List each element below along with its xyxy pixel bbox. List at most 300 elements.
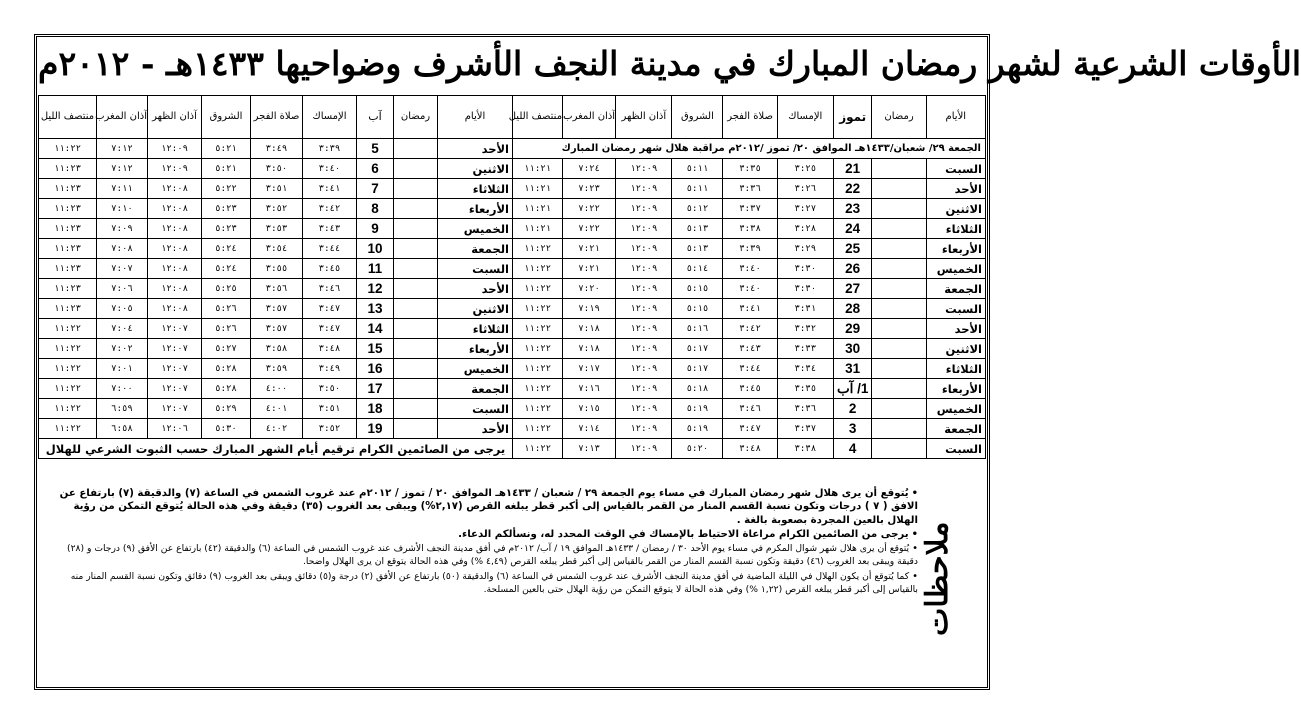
note-text: يرجى من الصائمين الكرام مراعاة الاحتياط بالإمساك في الوقت المحدد له، ونسألكم الدعاء. <box>458 528 909 540</box>
maghrib-time: ٧:١٧ <box>563 359 616 379</box>
gregorian-day-cell: 10 <box>357 239 394 259</box>
day-cell: السبت <box>926 439 985 459</box>
table-row <box>39 319 513 339</box>
fajr-time: ٣:٥٤ <box>251 239 303 259</box>
midnight-time: ١١:٢٢ <box>513 419 563 439</box>
maghrib-time: ٦:٥٨ <box>97 419 148 439</box>
ramadan-cell <box>872 279 926 299</box>
col-gregorian: تموز <box>833 96 872 139</box>
fajr-time: ٤:٠١ <box>251 399 303 419</box>
ramadan-cell <box>872 179 926 199</box>
ramadan-cell <box>394 159 438 179</box>
shuruq-time: ٥:٢٢ <box>202 179 251 199</box>
ramadan-cell <box>872 319 926 339</box>
gregorian-day-cell: 26 <box>833 259 872 279</box>
maghrib-time: ٧:٠٤ <box>97 319 148 339</box>
day-cell: الأحد <box>438 419 513 439</box>
table-row <box>39 199 513 219</box>
maghrib-time: ٧:١٨ <box>563 339 616 359</box>
dhuhr-time: ١٢:٠٩ <box>616 279 672 299</box>
maghrib-time: ٧:٢١ <box>563 259 616 279</box>
dhuhr-time: ١٢:٠٩ <box>616 179 672 199</box>
gregorian-day-cell: 24 <box>833 219 872 239</box>
timetable-right <box>508 95 986 459</box>
shuruq-time: ٥:١٤ <box>672 259 723 279</box>
fajr-time: ٣:٥٨ <box>251 339 303 359</box>
imsak-time: ٣:٢٧ <box>777 199 833 219</box>
midnight-time: ١١:٢٢ <box>39 419 97 439</box>
col-fajr: صلاة الفجر <box>251 96 303 139</box>
midnight-time: ١١:٢٣ <box>39 259 97 279</box>
maghrib-time: ٧:٠٠ <box>97 379 148 399</box>
table-row <box>39 299 513 319</box>
midnight-time: ١١:٢٢ <box>513 379 563 399</box>
dhuhr-time: ١٢:٠٧ <box>148 399 202 419</box>
dhuhr-time: ١٢:٠٩ <box>616 419 672 439</box>
dhuhr-time: ١٢:٠٨ <box>148 239 202 259</box>
ramadan-cell <box>872 379 926 399</box>
midnight-time: ١١:٢٢ <box>39 379 97 399</box>
midnight-time: ١١:٢٢ <box>513 359 563 379</box>
dhuhr-time: ١٢:٠٩ <box>616 339 672 359</box>
ramadan-cell <box>394 419 438 439</box>
day-cell: الأربعاء <box>438 339 513 359</box>
shuruq-time: ٥:١٣ <box>672 239 723 259</box>
imsak-time: ٣:٣٣ <box>777 339 833 359</box>
day-cell: الجمعة <box>438 379 513 399</box>
fajr-time: ٣:٥٧ <box>251 299 303 319</box>
shuruq-time: ٥:٢٨ <box>202 379 251 399</box>
ramadan-cell <box>872 159 926 179</box>
shuruq-time: ٥:٢٩ <box>202 399 251 419</box>
maghrib-time: ٧:١١ <box>97 179 148 199</box>
day-cell: الجمعة <box>926 279 985 299</box>
fajr-time: ٣:٣٧ <box>723 199 777 219</box>
maghrib-time: ٧:١٣ <box>563 439 616 459</box>
shuruq-time: ٥:٢١ <box>202 159 251 179</box>
fajr-time: ٣:٤٠ <box>723 259 777 279</box>
col-days: الأيام <box>438 96 513 139</box>
imsak-time: ٣:٢٦ <box>777 179 833 199</box>
midnight-time: ١١:٢٢ <box>513 259 563 279</box>
gregorian-day-cell: 18 <box>357 399 394 419</box>
midnight-time: ١١:٢٢ <box>39 359 97 379</box>
maghrib-time: ٦:٥٩ <box>97 399 148 419</box>
page-title: الأوقات الشرعية لشهر رمضان المبارك في مدينة النجف الأشرف وضواحيها ١٤٣٣هـ - ٢٠١٢م <box>38 44 1301 83</box>
ramadan-cell <box>394 139 438 159</box>
col-shuruq: الشروق <box>672 96 723 139</box>
dhuhr-time: ١٢:٠٦ <box>148 419 202 439</box>
table-row <box>513 399 986 419</box>
shuruq-time: ٥:٣٠ <box>202 419 251 439</box>
shuruq-time: ٥:١٧ <box>672 339 723 359</box>
fajr-time: ٣:٣٥ <box>723 159 777 179</box>
fajr-time: ٣:٥٢ <box>251 199 303 219</box>
fajr-time: ٣:٤٦ <box>723 399 777 419</box>
dhuhr-time: ١٢:٠٩ <box>616 319 672 339</box>
shuruq-time: ٥:١٢ <box>672 199 723 219</box>
dhuhr-time: ١٢:٠٩ <box>148 159 202 179</box>
maghrib-time: ٧:٠١ <box>97 359 148 379</box>
maghrib-time: ٧:٠٨ <box>97 239 148 259</box>
gregorian-day-cell: 23 <box>833 199 872 219</box>
gregorian-day-cell: 15 <box>357 339 394 359</box>
ramadan-cell <box>394 259 438 279</box>
maghrib-time: ٧:٠٧ <box>97 259 148 279</box>
day-cell: السبت <box>926 159 985 179</box>
shuruq-time: ٥:١٩ <box>672 419 723 439</box>
midnight-time: ١١:٢٢ <box>513 299 563 319</box>
notes-section <box>48 487 918 597</box>
imsak-time: ٣:٤٩ <box>303 359 357 379</box>
table-row <box>39 399 513 419</box>
imsak-time: ٣:٤٣ <box>303 219 357 239</box>
dhuhr-time: ١٢:٠٩ <box>616 199 672 219</box>
imsak-time: ٣:٣٢ <box>777 319 833 339</box>
ramadan-cell <box>394 239 438 259</box>
imsak-time: ٣:٣٠ <box>777 279 833 299</box>
ramadan-cell <box>872 199 926 219</box>
ramadan-cell <box>872 439 926 459</box>
dhuhr-time: ١٢:٠٩ <box>616 379 672 399</box>
dhuhr-time: ١٢:٠٧ <box>148 359 202 379</box>
imsak-time: ٣:٥٠ <box>303 379 357 399</box>
shuruq-time: ٥:٢٦ <box>202 299 251 319</box>
ramadan-cell <box>872 239 926 259</box>
col-midnight: منتصف الليل <box>513 96 563 139</box>
col-ramadan: رمضان <box>394 96 438 139</box>
midnight-time: ١١:٢١ <box>513 179 563 199</box>
fajr-time: ٣:٥٧ <box>251 319 303 339</box>
note-item <box>48 570 918 597</box>
midnight-time: ١١:٢٢ <box>513 439 563 459</box>
day-cell: الاثنين <box>926 339 985 359</box>
ramadan-cell <box>872 359 926 379</box>
midnight-time: ١١:٢٣ <box>39 199 97 219</box>
dhuhr-time: ١٢:٠٨ <box>148 179 202 199</box>
dhuhr-time: ١٢:٠٩ <box>148 139 202 159</box>
dhuhr-time: ١٢:٠٩ <box>616 219 672 239</box>
table-row <box>39 419 513 439</box>
day-cell: الاثنين <box>926 199 985 219</box>
notes-title: ملاحظات <box>920 521 955 636</box>
gregorian-day-cell: 4 <box>833 439 872 459</box>
midnight-time: ١١:٢٣ <box>39 219 97 239</box>
imsak-time: ٣:٤٥ <box>303 259 357 279</box>
midnight-time: ١١:٢١ <box>513 199 563 219</box>
gregorian-day-cell: 1/ آب <box>833 379 872 399</box>
note-item <box>48 487 918 527</box>
imsak-time: ٣:٢٨ <box>777 219 833 239</box>
shuruq-time: ٥:٢٣ <box>202 199 251 219</box>
midnight-time: ١١:٢٣ <box>39 239 97 259</box>
shuruq-time: ٥:٢٧ <box>202 339 251 359</box>
imsak-time: ٣:٤٤ <box>303 239 357 259</box>
day-cell: الثلاثاء <box>438 179 513 199</box>
day-cell: الاثنين <box>438 299 513 319</box>
gregorian-day-cell: 27 <box>833 279 872 299</box>
footer-row <box>39 439 513 459</box>
imsak-time: ٣:٥١ <box>303 399 357 419</box>
fajr-time: ٣:٤٢ <box>723 319 777 339</box>
maghrib-time: ٧:١٢ <box>97 159 148 179</box>
gregorian-day-cell: 22 <box>833 179 872 199</box>
shuruq-time: ٥:٢٥ <box>202 279 251 299</box>
gregorian-day-cell: 25 <box>833 239 872 259</box>
day-cell: الأحد <box>438 279 513 299</box>
ramadan-cell <box>872 419 926 439</box>
midnight-time: ١١:٢٣ <box>39 179 97 199</box>
midnight-time: ١١:٢٢ <box>513 319 563 339</box>
fajr-time: ٤:٠٢ <box>251 419 303 439</box>
table-row <box>513 339 986 359</box>
table-row <box>513 379 986 399</box>
maghrib-time: ٧:٢١ <box>563 239 616 259</box>
table-row <box>513 219 986 239</box>
ramadan-cell <box>872 219 926 239</box>
ramadan-cell <box>872 299 926 319</box>
midnight-time: ١١:٢٣ <box>39 159 97 179</box>
day-cell: الخميس <box>926 259 985 279</box>
gregorian-day-cell: 21 <box>833 159 872 179</box>
midnight-time: ١١:٢١ <box>513 219 563 239</box>
ramadan-cell <box>872 399 926 419</box>
midnight-time: ١١:٢٢ <box>39 399 97 419</box>
imsak-time: ٣:٣٥ <box>777 379 833 399</box>
gregorian-day-cell: 3 <box>833 419 872 439</box>
table-row <box>513 159 986 179</box>
banner-row <box>513 139 986 159</box>
fajr-time: ٣:٣٨ <box>723 219 777 239</box>
gregorian-day-cell: 31 <box>833 359 872 379</box>
fajr-time: ٣:٣٩ <box>723 239 777 259</box>
col-dhuhr: آذان الظهر <box>148 96 202 139</box>
table-row <box>513 439 986 459</box>
col-ramadan: رمضان <box>872 96 926 139</box>
crescent-observation-banner: الجمعة ٢٩/ شعبان/١٤٣٣هـ الموافق ٢٠/ تموز /٢٠١٢م مراقبة هلال شهر رمضان المبارك <box>513 139 986 159</box>
col-dhuhr: آذان الظهر <box>616 96 672 139</box>
imsak-time: ٣:٣١ <box>777 299 833 319</box>
imsak-time: ٣:٣٦ <box>777 399 833 419</box>
table-row <box>513 359 986 379</box>
gregorian-day-cell: 5 <box>357 139 394 159</box>
table-row <box>39 139 513 159</box>
table-row <box>39 159 513 179</box>
day-cell: الجمعة <box>926 419 985 439</box>
col-gregorian: آب <box>357 96 394 139</box>
ramadan-cell <box>394 399 438 419</box>
day-cell: الاثنين <box>438 159 513 179</box>
gregorian-day-cell: 28 <box>833 299 872 319</box>
day-cell: السبت <box>926 299 985 319</box>
gregorian-day-cell: 8 <box>357 199 394 219</box>
col-imsak: الإمساك <box>777 96 833 139</box>
gregorian-day-cell: 2 <box>833 399 872 419</box>
shuruq-time: ٥:٢٠ <box>672 439 723 459</box>
midnight-time: ١١:٢٢ <box>513 239 563 259</box>
fajr-time: ٣:٤١ <box>723 299 777 319</box>
shuruq-time: ٥:٢٦ <box>202 319 251 339</box>
bullet-icon: • <box>911 488 918 499</box>
col-midnight: منتصف الليل <box>39 96 97 139</box>
gregorian-day-cell: 30 <box>833 339 872 359</box>
table-row <box>39 359 513 379</box>
timetable-left <box>38 95 513 459</box>
shuruq-time: ٥:٢٤ <box>202 239 251 259</box>
dhuhr-time: ١٢:٠٨ <box>148 219 202 239</box>
maghrib-time: ٧:٢٣ <box>563 179 616 199</box>
table-row <box>39 339 513 359</box>
gregorian-day-cell: 9 <box>357 219 394 239</box>
midnight-time: ١١:٢٣ <box>39 279 97 299</box>
midnight-time: ١١:٢٢ <box>513 279 563 299</box>
maghrib-time: ٧:١٦ <box>563 379 616 399</box>
fajr-time: ٣:٤٩ <box>251 139 303 159</box>
col-maghrib: آذان المغرب <box>563 96 616 139</box>
numbering-note: يرجى من الصائمين الكرام ترقيم أيام الشهر المبارك حسب الثبوت الشرعي للهلال <box>39 439 513 459</box>
fajr-time: ٣:٥٩ <box>251 359 303 379</box>
fajr-time: ٣:٣٦ <box>723 179 777 199</box>
day-cell: الأحد <box>438 139 513 159</box>
table-row <box>513 419 986 439</box>
dhuhr-time: ١٢:٠٩ <box>616 439 672 459</box>
maghrib-time: ٧:٢٠ <box>563 279 616 299</box>
note-item <box>48 528 918 541</box>
maghrib-time: ٧:٠٢ <box>97 339 148 359</box>
bullet-icon: • <box>912 543 918 555</box>
maghrib-time: ٧:٠٦ <box>97 279 148 299</box>
imsak-time: ٣:٣٠ <box>777 259 833 279</box>
gregorian-day-cell: 16 <box>357 359 394 379</box>
day-cell: الثلاثاء <box>926 359 985 379</box>
imsak-time: ٣:٤١ <box>303 179 357 199</box>
imsak-time: ٣:٤٢ <box>303 199 357 219</box>
imsak-time: ٣:٢٩ <box>777 239 833 259</box>
shuruq-time: ٥:٢٤ <box>202 259 251 279</box>
dhuhr-time: ١٢:٠٩ <box>616 259 672 279</box>
table-row <box>513 319 986 339</box>
gregorian-day-cell: 29 <box>833 319 872 339</box>
imsak-time: ٣:٣٧ <box>777 419 833 439</box>
maghrib-time: ٧:٠٩ <box>97 219 148 239</box>
gregorian-day-cell: 17 <box>357 379 394 399</box>
dhuhr-time: ١٢:٠٨ <box>148 199 202 219</box>
fajr-time: ٣:٥٠ <box>251 159 303 179</box>
ramadan-cell <box>394 379 438 399</box>
fajr-time: ٣:٤٨ <box>723 439 777 459</box>
shuruq-time: ٥:١٧ <box>672 359 723 379</box>
fajr-time: ٣:٤٤ <box>723 359 777 379</box>
table-row <box>39 259 513 279</box>
fajr-time: ٣:٤٥ <box>723 379 777 399</box>
maghrib-time: ٧:٠٥ <box>97 299 148 319</box>
shuruq-time: ٥:١١ <box>672 159 723 179</box>
dhuhr-time: ١٢:٠٧ <box>148 319 202 339</box>
gregorian-day-cell: 11 <box>357 259 394 279</box>
maghrib-time: ٧:٢٤ <box>563 159 616 179</box>
fajr-time: ٣:٤٣ <box>723 339 777 359</box>
shuruq-time: ٥:٢٣ <box>202 219 251 239</box>
imsak-time: ٣:٣٤ <box>777 359 833 379</box>
table-row <box>39 219 513 239</box>
shuruq-time: ٥:٢٨ <box>202 359 251 379</box>
midnight-time: ١١:٢٢ <box>39 319 97 339</box>
gregorian-day-cell: 19 <box>357 419 394 439</box>
fajr-time: ٣:٤٠ <box>723 279 777 299</box>
gregorian-day-cell: 14 <box>357 319 394 339</box>
gregorian-day-cell: 13 <box>357 299 394 319</box>
table-row <box>513 179 986 199</box>
maghrib-time: ٧:١٤ <box>563 419 616 439</box>
dhuhr-time: ١٢:٠٩ <box>616 359 672 379</box>
ramadan-cell <box>394 199 438 219</box>
imsak-time: ٣:٤٦ <box>303 279 357 299</box>
day-cell: الجمعة <box>438 239 513 259</box>
col-imsak: الإمساك <box>303 96 357 139</box>
maghrib-time: ٧:١٨ <box>563 319 616 339</box>
ramadan-cell <box>872 339 926 359</box>
imsak-time: ٣:٣٨ <box>777 439 833 459</box>
day-cell: الأربعاء <box>438 199 513 219</box>
bullet-icon: • <box>911 528 918 540</box>
table-row <box>39 179 513 199</box>
table-row <box>513 259 986 279</box>
shuruq-time: ٥:١٩ <box>672 399 723 419</box>
dhuhr-time: ١٢:٠٩ <box>616 239 672 259</box>
day-cell: السبت <box>438 399 513 419</box>
ramadan-cell <box>394 179 438 199</box>
imsak-time: ٣:٢٥ <box>777 159 833 179</box>
day-cell: الثلاثاء <box>438 319 513 339</box>
header-row <box>513 96 986 139</box>
table-row <box>513 239 986 259</box>
table-row <box>513 199 986 219</box>
imsak-time: ٣:٤٧ <box>303 319 357 339</box>
note-item <box>48 542 918 569</box>
midnight-time: ١١:٢٢ <box>39 139 97 159</box>
imsak-time: ٣:٤٠ <box>303 159 357 179</box>
bullet-icon: • <box>912 570 918 582</box>
fajr-time: ٣:٥٥ <box>251 259 303 279</box>
note-text: يُتوقع أن يرى هلال شهر شوال المكرم في مساء يوم الأحد ٣٠ / رمضان / ١٤٣٣هـ الموافق ١٩ / آب/ ٢٠١٢م في أفق مدينة النجف الأشرف عند غروب الشمس في الساعة (٦) والدقيقة (٤٢) بارتفاع عن الأفق (٩) درجات و (٢٨) دقيقة ويبقى بعد الغروب (٤٦) دقيقة وتكون نسبة القسم المنار من القمر بالقياس إلى أكبر قطر يبلغه القرص (٤,٤٩ %) وفي هذه الحالة يتوقع ان يرى الهلال واضحا. <box>67 543 918 568</box>
day-cell: الأربعاء <box>926 379 985 399</box>
col-fajr: صلاة الفجر <box>723 96 777 139</box>
dhuhr-time: ١٢:٠٩ <box>616 399 672 419</box>
day-cell: الأحد <box>926 319 985 339</box>
imsak-time: ٣:٣٩ <box>303 139 357 159</box>
col-shuruq: الشروق <box>202 96 251 139</box>
header-row <box>39 96 513 139</box>
maghrib-time: ٧:٢٢ <box>563 199 616 219</box>
imsak-time: ٣:٥٢ <box>303 419 357 439</box>
maghrib-time: ٧:١٥ <box>563 399 616 419</box>
ramadan-cell <box>394 279 438 299</box>
table-row <box>513 299 986 319</box>
imsak-time: ٣:٤٧ <box>303 299 357 319</box>
shuruq-time: ٥:١٥ <box>672 299 723 319</box>
dhuhr-time: ١٢:٠٩ <box>616 299 672 319</box>
fajr-time: ٣:٥٣ <box>251 219 303 239</box>
midnight-time: ١١:٢٢ <box>39 339 97 359</box>
col-maghrib: آذان المغرب <box>97 96 148 139</box>
table-row <box>39 239 513 259</box>
table-row <box>513 279 986 299</box>
imsak-time: ٣:٤٨ <box>303 339 357 359</box>
note-text: يُتوقع أن يرى هلال شهر رمضان المبارك في مساء يوم الجمعة ٢٩ / شعبان / ١٤٣٣هـ الموافق ٢٠ / تموز / ٢٠١٢م عند غروب الشمس في الساعة (٧) والدقيقة (٧) بارتفاع عن الافق ( ٧ ) درجات وتكون نسبة القسم المنار من القمر بالقياس إلى أكبر قطر يبلغه القرص (٢,١٧%) ويبقى بعد الغروب (٣٥) دقيقة وفي هذه الحالة يُتوقع التمكن من رؤية الهلال بالعين المجردة بصعوبة بالغة . <box>59 488 918 526</box>
ramadan-cell <box>394 359 438 379</box>
gregorian-day-cell: 7 <box>357 179 394 199</box>
note-text: كما يُتوقع أن يكون الهلال في الليلة الماضية في أفق مدينة النجف الأشرف عند غروب الشمس في الساعة (٦) والدقيقة (٥٠) بارتفاع عن الأفق (٢) درجة و(٥) دقائق ويبقى بعد الغروب (٩) دقائق وتكون نسبة القسم المنار منه بالقياس إلى أكبر قطر يبلغه القرص (١,٢٢ %) وفي هذه الحالة لا يتوقع التمكن من رؤية الهلال حتى بالعين المسلحة. <box>70 570 918 596</box>
